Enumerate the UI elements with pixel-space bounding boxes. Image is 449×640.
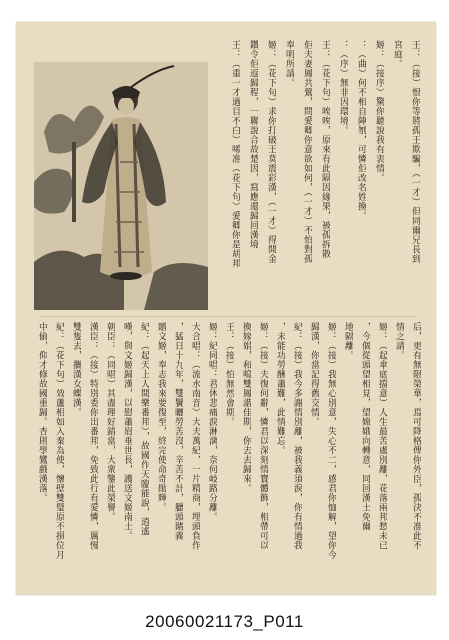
script-line: 贈文姬，奉志我來要復至，終完使命奇勛輝。 — [156, 322, 166, 512]
script-line: 王：（接）恨你等將孤王欺騙，（一才）但同爾兄長到 — [410, 40, 420, 264]
script-line: 王：（花下句）唉唉，原來有此隔因緣果，被孤拆散 — [320, 40, 330, 259]
script-line: 漢臣：（接）特別委你出番邦，免致此行有愛憐，厲慢 — [88, 322, 98, 550]
script-line: 后，更有無限榮華，焉可降格俾你外臣，孤決不准此不 — [411, 322, 421, 550]
script-line: 中偷，仰才修故國重歸。杏則學鸞戲漢落。 — [37, 322, 47, 503]
script-line: ：（曲）何不相自陣刎，可憐佢改名姓換。 — [356, 40, 366, 221]
script-text-bottom — [34, 322, 421, 584]
script-line: 鑽令佢返歸程，一聯說合故楚因，寫應還歸回漢境 — [248, 40, 258, 249]
script-line: 大合唱：（流水南音）大夫萬紀，一片精商，埋頭負作 — [190, 322, 200, 550]
photo-drawing — [34, 62, 208, 310]
script-line: ，未能功勞酬蕭難，此情難忘。 — [275, 322, 285, 455]
script-line: 地隔離。 — [343, 322, 353, 360]
script-line: 紀：（接）我今多謝情別離，被我義須淚，你有情過我 — [292, 322, 302, 550]
script-line: 姬：（接）我無心別意，失心不二，感君你恤解，望你今 — [326, 322, 336, 560]
script-line: 姬：（接序）驚你聽說我有衷情。 — [374, 40, 384, 183]
script-line: ，今個從頭望相見，望嫦娥向轉意，同回漢土免爾 — [360, 322, 370, 531]
script-line: 雙隻去，攜漢女蝶漢。 — [71, 322, 81, 417]
script-line: ，猛日十九年，雙鬢曬勞苦沒，辛苦不計，臘頭賭義 — [173, 322, 183, 541]
script-line: ：（序）無非因環境。 — [338, 40, 348, 135]
script-line: 換嫁娟，和鳴雙鳳諧佳期，你去去歸來。 — [241, 322, 251, 493]
script-line: 歸漢，你當記得舊交情。 — [309, 322, 319, 427]
script-line: 紀：（花下句）效蘆相如入秦為使，懷壁雙璧原不損位月 — [54, 322, 64, 560]
script-line: 宮庭。 — [392, 40, 402, 69]
script-line: 奉明所請。 — [284, 40, 294, 88]
script-line: 紀：（起天上人間樂番邦），故國作天臨能說，逍遙 — [139, 322, 149, 536]
script-line: 姬：（起傘底擋意）人生最苦處別離，花落兩邦愁未已 — [377, 322, 387, 550]
script-text-top — [219, 40, 420, 302]
script-line: 嘆，與文姬歸漢，以慰蕭眉垂世長，護送文姬南土。 — [122, 322, 132, 541]
opera-performer-photo — [34, 62, 208, 310]
script-line: 姬：紀同唱：君休悲痛淚淋漓，奈何岐路分離。 — [207, 322, 217, 522]
script-line: 佢夫妻鳳共鶯，問愛卿你意欲如何，（一才）不怕對孤 — [302, 40, 312, 264]
script-line: 王：（接）怕無然會期。 — [224, 322, 234, 427]
script-line: 姬：（接）夫復何辭，憐君以深刻情寶體飾，相帶可以 — [258, 322, 268, 550]
archive-id-label: 20060021173_P011 — [145, 612, 304, 631]
script-line: 王：（重一才過目不白）唏准（花下句）愛卿你是胡邦 — [230, 40, 240, 268]
script-line: 朝臣：（同唱）其盡理好錯當，大衆鑒此榮譽。 — [105, 322, 115, 522]
script-line: 情之請。 — [394, 322, 404, 360]
script-line: 姬：（花下句）求你打破王莫震彩漢，（一才）得開金 — [266, 40, 276, 264]
section-divider — [40, 316, 415, 317]
